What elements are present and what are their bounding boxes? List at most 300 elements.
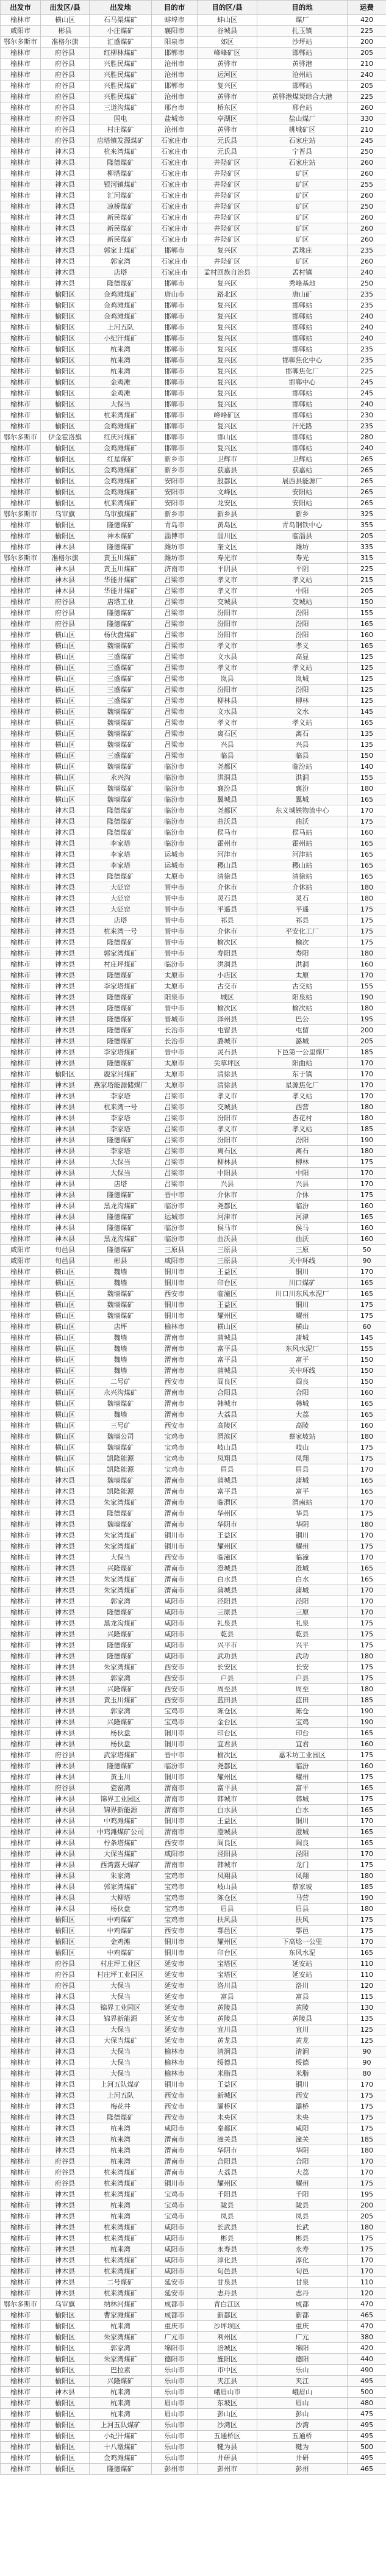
dest-district-cell: 榆次区 (198, 1750, 257, 1761)
dest-district-cell: 洛川县 (198, 1981, 257, 1991)
origin-city-cell: 榆林市 (1, 1981, 41, 1991)
dest-place-cell: 富平 (257, 1355, 348, 1365)
freight-cell: 265 (348, 454, 386, 465)
table-row (1, 1541, 386, 1552)
dest-district-cell: 黄龙县 (198, 2035, 257, 2046)
freight-cell: 175 (348, 1915, 386, 1926)
table-row (1, 586, 386, 597)
origin-city-cell: 榆林市 (1, 926, 41, 937)
dest-place-cell: 矿区 (257, 190, 348, 201)
table-row (1, 2442, 386, 2453)
dest-city-cell: 咸阳市 (152, 2266, 198, 2277)
origin-district-cell: 神木县 (41, 871, 90, 882)
origin-city-cell: 榆林市 (1, 597, 41, 608)
origin-place-cell: 隆德煤矿 (90, 1651, 152, 1662)
dest-place-cell: 矿区 (257, 234, 348, 245)
origin-place-cell: 魏墙煤矿 (90, 1398, 152, 1409)
origin-district-cell: 榆阳区 (41, 2453, 90, 2464)
freight-cell: 180 (348, 783, 386, 794)
dest-place-cell: 甘泉 (257, 2277, 348, 2288)
origin-city-cell: 榆林市 (1, 564, 41, 575)
origin-district-cell: 横山区 (41, 663, 90, 674)
freight-cell: 420 (348, 2343, 386, 2354)
table-row (1, 729, 386, 739)
origin-district-cell: 横山区 (41, 1398, 90, 1409)
origin-city-cell: 榆林市 (1, 1794, 41, 1805)
origin-city-cell: 榆林市 (1, 2002, 41, 2013)
origin-district-cell: 神木县 (41, 937, 90, 948)
origin-place-cell: 店塔 (90, 915, 152, 926)
dest-city-cell: 宝鸡市 (152, 1893, 198, 1904)
table-row (1, 739, 386, 750)
dest-city-cell: 邯郸市 (152, 410, 198, 421)
table-row (1, 2409, 386, 2420)
dest-city-cell: 安阳市 (152, 498, 198, 509)
dest-city-cell: 乐山市 (152, 2420, 198, 2431)
dest-district-cell: 富平县 (198, 1344, 257, 1355)
origin-district-cell: 榆阳区 (41, 421, 90, 432)
origin-place-cell: 隆德煤矿 (90, 1508, 152, 1519)
origin-district-cell: 府谷县 (41, 113, 90, 124)
dest-city-cell: 宝鸡市 (152, 1871, 198, 1882)
dest-place-cell: 石家庄站 (257, 157, 348, 168)
freight-cell: 170 (348, 805, 386, 816)
table-row (1, 1047, 386, 1058)
origin-place-cell: 魏墙煤矿 (90, 1475, 152, 1486)
origin-district-cell: 神木县 (41, 1849, 90, 1860)
dest-district-cell: 灵石县 (198, 1047, 257, 1058)
dest-place-cell: 淳化 (257, 2255, 348, 2266)
table-row (1, 2024, 386, 2035)
dest-place-cell: 孝义站 (257, 663, 348, 674)
origin-city-cell: 榆林市 (1, 190, 41, 201)
table-row (1, 2321, 386, 2332)
dest-district-cell: 运河区 (198, 70, 257, 81)
dest-place-cell: 临汾站 (257, 761, 348, 772)
dest-city-cell: 眉山市 (152, 2409, 198, 2420)
freight-cell: 210 (348, 59, 386, 70)
dest-city-cell: 咸阳市 (152, 2123, 198, 2134)
origin-place-cell: 兴胜民煤矿 (90, 92, 152, 103)
freight-cell: 160 (348, 1201, 386, 1212)
origin-city-cell: 榆林市 (1, 2200, 41, 2211)
dest-place-cell: 稷山站 (257, 860, 348, 871)
origin-district-cell: 榆阳区 (41, 1948, 90, 1959)
origin-district-cell: 神木县 (41, 2189, 90, 2200)
dest-place-cell: 孝义站 (257, 718, 348, 729)
origin-place-cell: 杭来湾一号 (90, 926, 152, 937)
origin-city-cell: 榆林市 (1, 739, 41, 750)
dest-city-cell: 石家庄市 (152, 234, 198, 245)
origin-place-cell: 魏墙 (90, 1344, 152, 1355)
dest-district-cell: 临潼区 (198, 1552, 257, 1563)
dest-city-cell: 石家庄市 (152, 168, 198, 179)
dest-city-cell: 渭南市 (152, 1574, 198, 1585)
dest-district-cell: 汾阳市 (198, 685, 257, 696)
origin-place-cell: 魏墙 (90, 1278, 152, 1289)
table-row (1, 1497, 386, 1508)
freight-cell: 175 (348, 1662, 386, 1673)
origin-place-cell: 金鸡滩煤矿 (90, 465, 152, 476)
table-row (1, 871, 386, 882)
dest-city-cell: 晋中市 (152, 937, 198, 948)
origin-district-cell: 横山区 (41, 794, 90, 805)
table-row (1, 465, 386, 476)
origin-city-cell: 榆林市 (1, 1684, 41, 1695)
origin-city-cell: 榆林市 (1, 663, 41, 674)
dest-place-cell: 陇县 (257, 2200, 348, 2211)
origin-district-cell: 榆阳区 (41, 1915, 90, 1926)
dest-city-cell: 西安市 (152, 1838, 198, 1849)
freight-cell: 150 (348, 1376, 386, 1387)
dest-place-cell: 长武 (257, 2222, 348, 2233)
freight-cell: 165 (348, 794, 386, 805)
table-row (1, 146, 386, 157)
dest-district-cell: 彬县 (198, 2233, 257, 2244)
dest-district-cell: 介休市 (198, 1190, 257, 1201)
freight-cell: 125 (348, 685, 386, 696)
table-row (1, 2101, 386, 2112)
dest-district-cell: 兴县 (198, 739, 257, 750)
dest-city-cell: 晋中市 (152, 948, 198, 959)
origin-place-cell: 郭家湾 (90, 1596, 152, 1607)
dest-place-cell: 阎良 (257, 1838, 348, 1849)
freight-cell: 180 (348, 1651, 386, 1662)
dest-city-cell: 乐山市 (152, 2431, 198, 2442)
table-row (1, 1596, 386, 1607)
dest-place-cell: 交城站 (257, 597, 348, 608)
freight-cell: 265 (348, 487, 386, 498)
freight-cell: 175 (348, 1190, 386, 1201)
origin-district-cell: 榆阳区 (41, 289, 90, 300)
origin-district-cell: 神木县 (41, 1640, 90, 1651)
table-row (1, 267, 386, 278)
dest-district-cell: 蓝田县 (198, 1695, 257, 1706)
dest-district-cell: 稷山县 (198, 860, 257, 871)
origin-place-cell: 店塔工业 (90, 597, 152, 608)
freight-cell: 240 (348, 70, 386, 81)
dest-city-cell: 临汾市 (152, 1234, 198, 1245)
dest-city-cell: 临汾市 (152, 783, 198, 794)
origin-place-cell: 三盛煤矿 (90, 685, 152, 696)
dest-place-cell: 矿区 (257, 179, 348, 190)
dest-place-cell: 中阳 (257, 586, 348, 597)
origin-city-cell: 榆林市 (1, 1783, 41, 1794)
freight-cell: 175 (348, 926, 386, 937)
origin-city-cell: 榆林市 (1, 48, 41, 59)
origin-place-cell: 杭来湾 (90, 2200, 152, 2211)
dest-place-cell: 灞桥 (257, 2101, 348, 2112)
origin-city-cell: 榆林市 (1, 1585, 41, 1596)
header-freight: 运费 (348, 1, 386, 15)
dest-place-cell: 彭州 (257, 2464, 348, 2475)
dest-city-cell: 渭南市 (152, 1333, 198, 1344)
origin-district-cell: 神木县 (41, 2255, 90, 2266)
dest-place-cell: 韩城 (257, 1398, 348, 1409)
origin-place-cell: 隆德煤矿 (90, 1607, 152, 1618)
freight-cell: 175 (348, 2244, 386, 2255)
origin-place-cell: 华能井煤矿 (90, 586, 152, 597)
dest-place-cell: 富平 (257, 1783, 348, 1794)
freight-cell: 175 (348, 1629, 386, 1640)
dest-place-cell: 凤县 (257, 2211, 348, 2222)
freight-cell: 180 (348, 948, 386, 959)
dest-city-cell: 乐山市 (152, 2376, 198, 2387)
dest-district-cell: 王益区 (198, 2079, 257, 2090)
table-row (1, 707, 386, 718)
dest-place-cell: 青岛钢铁中心 (257, 520, 348, 531)
freight-cell: 495 (348, 2431, 386, 2442)
origin-city-cell: 榆林市 (1, 2123, 41, 2134)
origin-district-cell: 神木县 (41, 1871, 90, 1882)
dest-place-cell: 永寿 (257, 2244, 348, 2255)
origin-place-cell: 红庆河煤矿 (90, 432, 152, 443)
dest-city-cell: 吕梁市 (152, 619, 198, 630)
origin-district-cell: 神木县 (41, 1728, 90, 1739)
origin-city-cell: 榆林市 (1, 289, 41, 300)
origin-place-cell: 黑龙沟煤矿 (90, 1201, 152, 1212)
origin-district-cell: 横山区 (41, 1376, 90, 1387)
origin-place-cell: 杭来湾一号 (90, 1102, 152, 1113)
origin-district-cell: 横山区 (41, 1431, 90, 1442)
origin-city-cell: 榆林市 (1, 2233, 41, 2244)
freight-cell: 165 (348, 838, 386, 849)
origin-place-cell: 中鸡煤矿 (90, 1915, 152, 1926)
table-row (1, 190, 386, 201)
table-row (1, 300, 386, 311)
table-row (1, 388, 386, 399)
table-row (1, 2002, 386, 2013)
dest-city-cell: 吕梁市 (152, 707, 198, 718)
origin-district-cell: 神木县 (41, 1146, 90, 1157)
origin-district-cell: 榆阳区 (41, 465, 90, 476)
dest-district-cell: 凤翔县 (198, 1453, 257, 1464)
origin-district-cell: 神木县 (41, 2277, 90, 2288)
freight-cell: 165 (348, 1948, 386, 1959)
freight-cell: 165 (348, 1486, 386, 1497)
dest-district-cell: 古交市 (198, 981, 257, 992)
table-row (1, 904, 386, 915)
freight-cell: 165 (348, 1409, 386, 1420)
dest-district-cell: 元氏县 (198, 146, 257, 157)
dest-district-cell: 沙坪坝区 (198, 2321, 257, 2332)
table-row (1, 92, 386, 103)
origin-district-cell: 神木县 (41, 2035, 90, 2046)
origin-district-cell: 横山区 (41, 1365, 90, 1376)
origin-place-cell: 朱家湾 (90, 1871, 152, 1882)
origin-place-cell: 杭来湾煤矿 (90, 2222, 152, 2233)
origin-city-cell: 榆林市 (1, 2310, 41, 2321)
freight-cell: 225 (348, 564, 386, 575)
freight-cell: 165 (348, 1398, 386, 1409)
dest-place-cell: 矿区 (257, 256, 348, 267)
dest-place-cell: 邯郸站 (257, 388, 348, 399)
freight-cell: 235 (348, 300, 386, 311)
table-row (1, 2090, 386, 2101)
origin-city-cell: 榆林市 (1, 1838, 41, 1849)
origin-place-cell: 郭家湾 (90, 2343, 152, 2354)
origin-place-cell: 十八墩煤矿 (90, 2442, 152, 2453)
origin-district-cell: 榆阳区 (41, 2376, 90, 2387)
freight-cell: 125 (348, 674, 386, 685)
freight-cell: 115 (348, 1991, 386, 2002)
table-row (1, 1355, 386, 1365)
dest-place-cell: 蔡家坡站 (257, 1431, 348, 1442)
dest-city-cell: 铜川市 (152, 2079, 198, 2090)
dest-district-cell: 陇县 (198, 2200, 257, 2211)
origin-city-cell: 榆林市 (1, 1003, 41, 1014)
origin-place-cell: 瓷窑湾 (90, 1783, 152, 1794)
dest-district-cell: 井陉矿区 (198, 157, 257, 168)
freight-cell: 175 (348, 1453, 386, 1464)
origin-city-cell: 榆林市 (1, 1212, 41, 1223)
dest-city-cell: 德阳市 (152, 2354, 198, 2365)
origin-city-cell: 榆林市 (1, 2420, 41, 2431)
origin-city-cell: 榆林市 (1, 1629, 41, 1640)
origin-district-cell: 横山区 (41, 674, 90, 685)
freight-cell: 180 (348, 1684, 386, 1695)
freight-cell: 155 (348, 1344, 386, 1355)
origin-district-cell: 府谷县 (41, 608, 90, 619)
origin-district-cell: 神木县 (41, 168, 90, 179)
origin-place-cell: 杭来湾 (90, 2398, 152, 2409)
origin-place-cell: 杭来湾 (90, 355, 152, 366)
origin-place-cell: 凯隆能源 (90, 1453, 152, 1464)
origin-city-cell: 榆林市 (1, 586, 41, 597)
freight-cell: 175 (348, 2112, 386, 2123)
table-row (1, 1212, 386, 1223)
table-row (1, 827, 386, 838)
freight-cell: 135 (348, 739, 386, 750)
origin-place-cell: 杭来湾 (90, 2244, 152, 2255)
origin-place-cell: 魏墙公司 (90, 1431, 152, 1442)
table-row (1, 2299, 386, 2310)
dest-city-cell: 石家庄市 (152, 157, 198, 168)
table-row (1, 1508, 386, 1519)
dest-city-cell: 铜川市 (152, 1300, 198, 1311)
origin-city-cell: 榆林市 (1, 1728, 41, 1739)
dest-place-cell: 洪洞 (257, 959, 348, 970)
dest-city-cell: 铜川市 (152, 2178, 198, 2189)
freight-cell: 205 (348, 1036, 386, 1047)
dest-place-cell: 黄龙 (257, 2035, 348, 2046)
freight-cell: 205 (348, 81, 386, 92)
freight-cell: 80 (348, 2068, 386, 2079)
origin-district-cell: 神木县 (41, 2024, 90, 2035)
dest-district-cell: 复兴区 (198, 344, 257, 355)
header-origin-city: 出发市 (1, 1, 41, 15)
dest-place-cell: 邯郸站 (257, 300, 348, 311)
origin-place-cell: 魏墙煤矿 (90, 1300, 152, 1311)
dest-place-cell: 犍为 (257, 2442, 348, 2453)
dest-district-cell: 礼泉县 (198, 1618, 257, 1629)
origin-city-cell: 榆林市 (1, 157, 41, 168)
origin-city-cell: 榆林市 (1, 1475, 41, 1486)
origin-city-cell: 榆林市 (1, 1179, 41, 1190)
origin-district-cell: 神木县 (41, 1827, 90, 1838)
dest-city-cell: 石家庄市 (152, 223, 198, 234)
freight-cell: 195 (348, 2189, 386, 2200)
origin-district-cell: 榆阳区 (41, 443, 90, 454)
dest-place-cell: 黄陵县 (257, 2013, 348, 2024)
table-row (1, 1673, 386, 1684)
dest-place-cell: 泾阳 (257, 1849, 348, 1860)
table-row (1, 1453, 386, 1464)
origin-city-cell: 榆林市 (1, 608, 41, 619)
dest-district-cell: 眉县 (198, 1904, 257, 1915)
dest-city-cell: 渭南市 (152, 1783, 198, 1794)
origin-city-cell: 榆林市 (1, 772, 41, 783)
freight-cell: 225 (348, 26, 386, 37)
table-row (1, 652, 386, 663)
dest-city-cell: 晋中市 (152, 915, 198, 926)
dest-district-cell: 米脂县 (198, 2068, 257, 2079)
origin-place-cell: 锦界新能源 (90, 1805, 152, 1816)
freight-cell: 160 (348, 827, 386, 838)
dest-city-cell: 铜川市 (152, 1937, 198, 1948)
freight-cell: 330 (348, 113, 386, 124)
dest-city-cell: 新乡市 (152, 465, 198, 476)
table-row (1, 2013, 386, 2024)
origin-place-cell: 隆德煤矿 (90, 2112, 152, 2123)
origin-city-cell: 榆林市 (1, 2035, 41, 2046)
dest-district-cell: 彭州市 (198, 2464, 257, 2475)
dest-place-cell: 咸阳 (257, 2123, 348, 2134)
origin-place-cell: 武家塔煤矿 (90, 1750, 152, 1761)
dest-place-cell: 西营 (257, 1102, 348, 1113)
origin-city-cell: 榆林市 (1, 531, 41, 542)
table-row (1, 1805, 386, 1816)
dest-city-cell: 铜川市 (152, 1278, 198, 1289)
freight-cell: 245 (348, 135, 386, 146)
table-row (1, 1948, 386, 1959)
dest-city-cell: 渭南市 (152, 1398, 198, 1409)
table-row (1, 2332, 386, 2343)
freight-cell: 165 (348, 1475, 386, 1486)
origin-city-cell: 榆林市 (1, 1563, 41, 1574)
table-row (1, 1409, 386, 1420)
dest-place-cell: 古交站 (257, 981, 348, 992)
dest-place-cell: 沙坪站 (257, 37, 348, 48)
origin-district-cell: 准格尔旗 (41, 37, 90, 48)
table-row (1, 1420, 386, 1431)
origin-district-cell: 榆阳区 (41, 1069, 90, 1080)
dest-city-cell: 吕梁市 (152, 1168, 198, 1179)
origin-place-cell: 店塔 (90, 1179, 152, 1190)
table-row (1, 2200, 386, 2211)
dest-place-cell: 白水 (257, 1805, 348, 1816)
dest-place-cell: 德阳 (257, 2354, 348, 2365)
dest-district-cell: 奎文区 (198, 542, 257, 553)
dest-place-cell: 礼泉 (257, 1618, 348, 1629)
dest-place-cell: 邯郸站 (257, 443, 348, 454)
freight-cell: 170 (348, 1267, 386, 1278)
origin-city-cell: 榆林市 (1, 2321, 41, 2332)
dest-district-cell: 井陉矿区 (198, 179, 257, 190)
origin-city-cell: 榆林市 (1, 674, 41, 685)
dest-district-cell: 华阴市 (198, 2145, 257, 2156)
origin-district-cell: 榆阳区 (41, 300, 90, 311)
table-row (1, 1750, 386, 1761)
origin-district-cell: 横山区 (41, 696, 90, 707)
freight-cell: 215 (348, 575, 386, 586)
table-row (1, 1838, 386, 1849)
dest-city-cell: 阳泉市 (152, 37, 198, 48)
dest-district-cell: 平阴县 (198, 564, 257, 575)
origin-city-cell: 榆林市 (1, 1497, 41, 1508)
dest-place-cell: 河津站 (257, 849, 348, 860)
table-row (1, 1398, 386, 1409)
